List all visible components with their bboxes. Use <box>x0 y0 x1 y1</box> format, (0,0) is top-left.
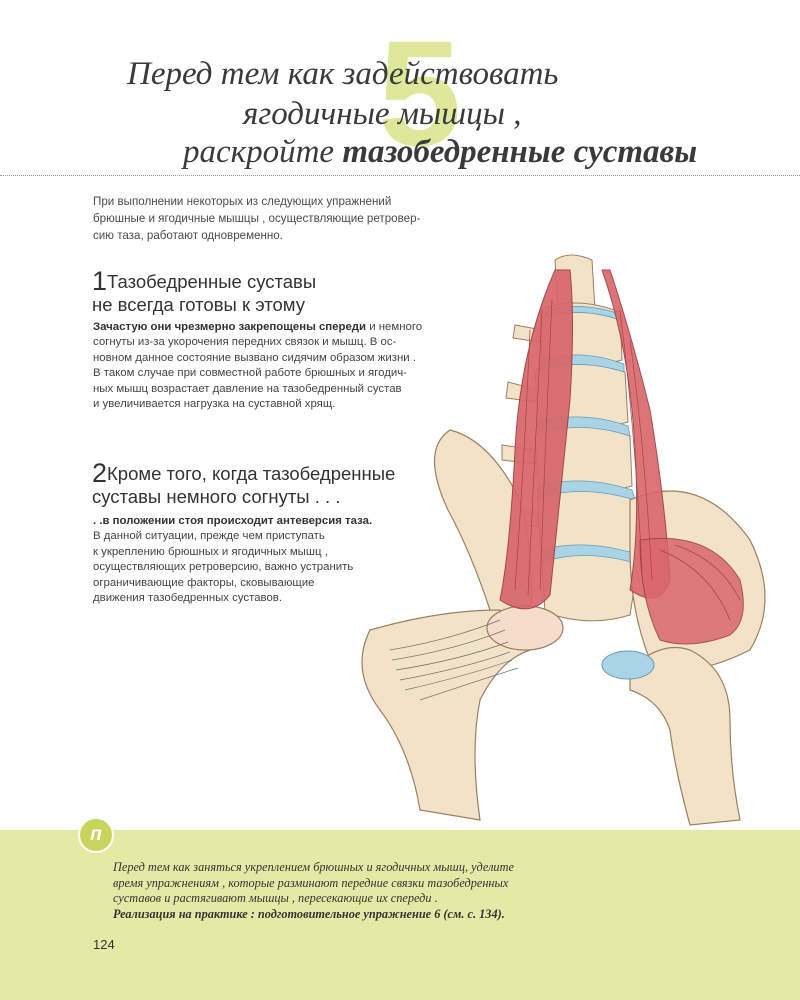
note-text <box>113 860 514 922</box>
section-1-heading-line-2: не всегда готовы к этому <box>92 294 305 315</box>
section-2-line: к укреплению брюшных и ягодичных мышц , <box>93 545 328 558</box>
title-line-3-plain: раскройте <box>183 134 343 170</box>
title-line-2: ягодичные мышцы , <box>243 96 522 132</box>
section-2-heading <box>92 458 396 508</box>
page-number: 124 <box>93 937 115 952</box>
note-line: время упражнениям , которые разминают передние связки тазобедренных <box>113 875 509 890</box>
section-2-number: 2 <box>92 458 108 488</box>
section-2-line <box>93 514 372 529</box>
section-1-bold-lead: Зачастую они чрезмерно закрепощены спереди <box>93 321 367 333</box>
section-2-line: ограничивающие факторы, сковывающие <box>93 576 315 589</box>
section-1-line: согнуты из-за укорочения передних связок и мышц. В ос- <box>93 336 397 349</box>
section-1-title: Тазобедренные суставы <box>107 271 317 292</box>
section-1-heading-line-1 <box>92 266 317 296</box>
section-2-heading-line-1 <box>92 458 396 488</box>
section-1-line-rest: и немного <box>366 321 423 333</box>
title-line-3-bold: тазобедренные суставы <box>342 134 698 170</box>
section-2-heading-line-2: суставы немного согнуты . . . <box>92 486 341 507</box>
section-1-line: новном данное состояние вызвано сидячим образом жизни . <box>93 351 416 364</box>
section-1-line: ных мышц возрастает давление на тазобедренный сустав <box>93 382 402 395</box>
section-1-heading <box>92 266 317 316</box>
joint-cartilage <box>602 651 654 679</box>
intro-paragraph <box>93 193 493 244</box>
section-2-body <box>93 514 372 606</box>
title-line-3 <box>183 134 697 171</box>
section-1-body <box>93 320 422 412</box>
section-1-number: 1 <box>92 266 108 296</box>
section-1-line <box>93 320 422 335</box>
section-2-line: движения тазобедренных суставов. <box>93 592 283 605</box>
chapter-number: 5 <box>378 9 462 177</box>
note-badge: п <box>78 817 114 853</box>
section-2-line: осуществляющих ретроверсию, важно устранить <box>93 561 354 574</box>
intro-line: сию таза, работают одновременно. <box>93 229 283 242</box>
title-line-1: Перед тем как задействовать <box>127 56 559 92</box>
section-2-title: Кроме того, когда тазобедренные <box>107 463 396 484</box>
note-line: Перед тем как заняться укреплением брюшных и ягодичных мышц, уделите <box>113 860 514 874</box>
note-line: суставов и растягивают мышцы , пересекающие их спереди . <box>113 891 438 906</box>
note-practice-reference: Реализация на практике : подготовительное упражнение 6 (см. с. 134). <box>113 906 505 921</box>
section-1-line: В таком случае при совместной работе брюшных и ягодич- <box>93 367 407 380</box>
section-2-line: В данной ситуации, прежде чем приступать <box>93 530 325 543</box>
section-1-line: и увеличивается нагрузка на суставной хрящ. <box>93 398 336 411</box>
femoral-head <box>487 606 563 650</box>
note-bold-line <box>113 907 514 923</box>
section-2-bold-lead: . .в положении стоя происходит антеверсия таза. <box>93 515 373 527</box>
intro-line: При выполнении некоторых из следующих упражнений <box>93 195 392 208</box>
intro-line: брюшные и ягодичные мышцы , осуществляющие ретровер- <box>93 212 421 225</box>
dotted-divider <box>0 175 800 176</box>
